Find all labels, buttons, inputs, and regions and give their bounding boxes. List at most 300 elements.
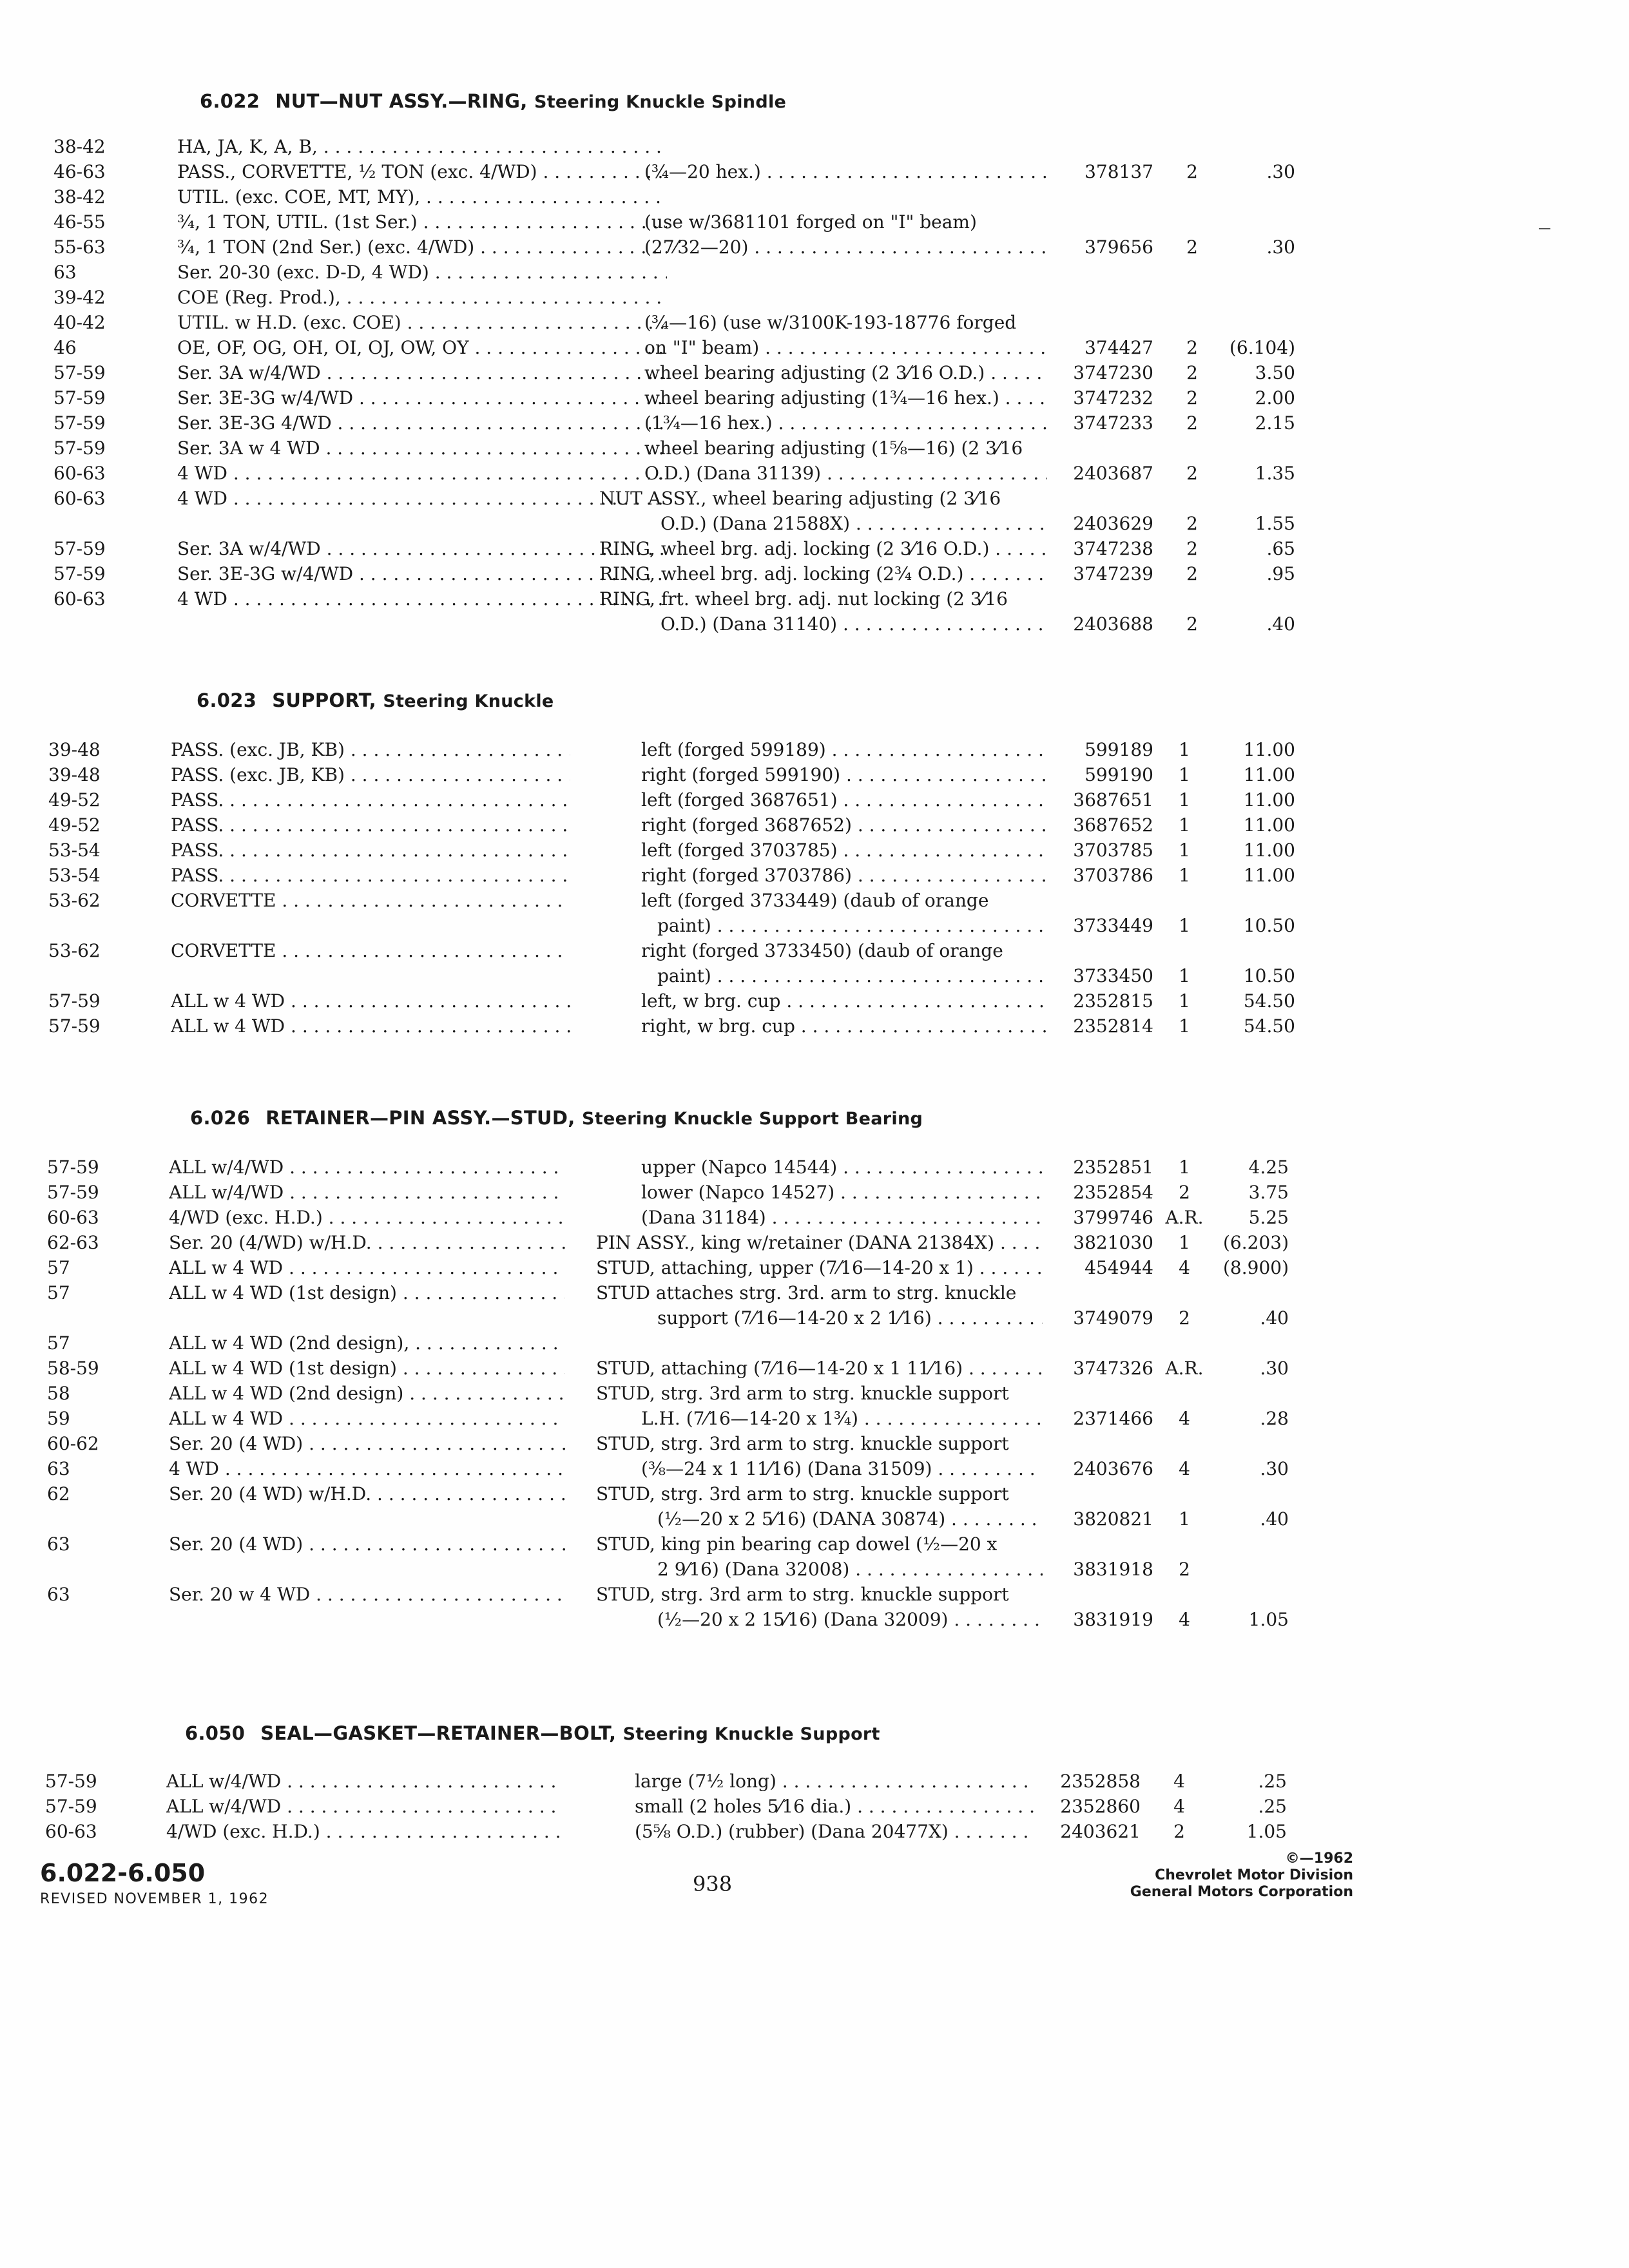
row-part-number: 3687651 (1073, 789, 1153, 811)
row-years: 53-62 (48, 940, 101, 961)
row-price: 10.50 (1243, 915, 1295, 936)
row-years: 57 (47, 1257, 70, 1278)
table-row (0, 285, 1629, 310)
row-quantity: 1 (1179, 915, 1190, 936)
row-price: 2.00 (1255, 387, 1295, 408)
row-description: lower (Napco 14527) . . . (641, 1180, 1043, 1205)
row-price: 54.50 (1243, 990, 1295, 1012)
row-price: .30 (1266, 161, 1295, 182)
row-quantity: 1 (1179, 840, 1190, 861)
row-description: large (7½ long) . . . (635, 1769, 1034, 1794)
table-row (0, 1180, 1629, 1205)
row-application: ¾, 1 TON (2nd Ser.) (exc. 4/WD) . . . (177, 235, 667, 260)
table-row (0, 1305, 1629, 1331)
row-price: .30 (1260, 1358, 1289, 1379)
table-row (0, 1381, 1629, 1406)
row-years: 60-63 (53, 463, 106, 484)
row-years: 53-54 (48, 865, 101, 886)
row-years: 55-63 (53, 236, 106, 258)
row-application: UTIL. (exc. COE, MT, MY), . . . (177, 184, 667, 209)
row-description: left, w brg. cup . . . (641, 988, 1047, 1014)
row-price: .65 (1266, 538, 1295, 559)
table-row (0, 988, 1629, 1014)
row-application: PASS. (exc. JB, KB) . . . (171, 737, 570, 762)
row-quantity: 2 (1179, 1559, 1190, 1580)
table-row (0, 260, 1629, 285)
table-row (0, 888, 1629, 913)
row-application: UTIL. w H.D. (exc. COE) . . . (177, 310, 667, 335)
row-years: 57-59 (53, 387, 106, 408)
row-description: right, w brg. cup . . . (641, 1014, 1047, 1039)
row-quantity: 1 (1179, 764, 1190, 785)
row-application: PASS. (exc. JB, KB) . . . (171, 762, 570, 787)
row-years: 38-42 (53, 186, 106, 207)
row-application: ALL w/4/WD . . . (169, 1155, 565, 1180)
table-row (0, 536, 1629, 561)
row-years: 53-54 (48, 840, 101, 861)
row-quantity: 1 (1179, 1232, 1190, 1253)
row-price: .95 (1266, 563, 1295, 584)
table-row (0, 1255, 1629, 1280)
row-application: Ser. 20 (4/WD) w/H.D. . . . (169, 1230, 565, 1255)
table-row (0, 812, 1629, 838)
table-row (0, 938, 1629, 963)
table-row (0, 134, 1629, 159)
row-description: STUD, attaching (7⁄16—14-20 x 1 11⁄16) . . . (596, 1356, 1043, 1381)
row-years: 49-52 (48, 789, 101, 811)
section-title: SUPPORT, (272, 689, 376, 711)
parts-table (0, 134, 1629, 637)
row-part-number: 2403621 (1060, 1821, 1141, 1842)
row-price: 1.05 (1248, 1609, 1289, 1630)
row-part-number: 3821030 (1073, 1232, 1153, 1253)
row-quantity: 2 (1186, 337, 1198, 358)
row-part-number: 3747230 (1073, 362, 1153, 383)
row-application: Ser. 3E-3G w/4/WD . . . (177, 385, 667, 410)
table-row (0, 1769, 1629, 1794)
row-part-number: 374427 (1084, 337, 1153, 358)
row-years: 39-48 (48, 739, 101, 760)
section-code: 6.023 (197, 689, 257, 711)
row-part-number: 3749079 (1073, 1307, 1153, 1329)
parts-table (0, 737, 1629, 1039)
row-description: (27⁄32—20) . . . (644, 235, 1047, 260)
row-application: ALL w 4 WD . . . (169, 1406, 565, 1431)
row-application: 4 WD . . . (177, 461, 667, 486)
row-years: 59 (47, 1408, 70, 1429)
row-part-number: 2403676 (1073, 1458, 1153, 1479)
row-description: (5⅝ O.D.) (rubber) (Dana 20477X) . . . (635, 1819, 1034, 1844)
row-years: 60-63 (45, 1821, 97, 1842)
row-quantity: 4 (1179, 1458, 1190, 1479)
row-description: (½—20 x 2 15⁄16) (Dana 32009) . . . (657, 1607, 1043, 1632)
footer-publisher (1130, 1850, 1353, 1901)
row-application: PASS. . . . (171, 863, 570, 888)
section-subtitle: Steering Knuckle Support Bearing (582, 1109, 923, 1129)
row-description: STUD, strg. 3rd arm to strg. knuckle support (596, 1383, 1009, 1404)
row-price: 5.25 (1248, 1207, 1289, 1228)
row-description: right (forged 3703786) . . . (641, 863, 1047, 888)
row-price: 11.00 (1243, 789, 1295, 811)
section-heading (197, 689, 554, 711)
row-quantity: 2 (1186, 362, 1198, 383)
row-application: ALL w/4/WD . . . (169, 1180, 565, 1205)
table-row (0, 1794, 1629, 1819)
row-price: 2.15 (1255, 412, 1295, 434)
footer-division: Chevrolet Motor Division (1155, 1867, 1353, 1883)
row-application: ALL w 4 WD (1st design) . . . (169, 1280, 565, 1305)
section-code: 6.050 (185, 1722, 246, 1744)
row-quantity: 2 (1179, 1307, 1190, 1329)
table-row (0, 1230, 1629, 1255)
row-years: 62-63 (47, 1232, 99, 1253)
row-part-number: 3831919 (1073, 1609, 1153, 1630)
section-title: NUT—NUT ASSY.—RING, (275, 90, 528, 112)
row-application: Ser. 20 (4 WD) w/H.D. . . . (169, 1481, 565, 1506)
row-part-number: 3747233 (1073, 412, 1153, 434)
row-quantity: 2 (1186, 538, 1198, 559)
table-row (0, 863, 1629, 888)
table-row (0, 159, 1629, 184)
row-description: left (forged 3733449) (daub of orange (641, 890, 989, 911)
row-price: .28 (1260, 1408, 1289, 1429)
row-quantity: 4 (1173, 1796, 1185, 1817)
table-row (0, 385, 1629, 410)
row-quantity: A.R. (1165, 1358, 1204, 1379)
table-row (0, 1557, 1629, 1582)
row-application: Ser. 3A w/4/WD . . . (177, 360, 667, 385)
row-quantity: 1 (1179, 789, 1190, 811)
row-years: 58 (47, 1383, 70, 1404)
row-price: 3.75 (1248, 1182, 1289, 1203)
parts-table (0, 1769, 1629, 1844)
section-heading (185, 1722, 880, 1744)
table-row (0, 561, 1629, 586)
table-row (0, 1582, 1629, 1607)
row-years: 46-63 (53, 161, 106, 182)
row-description: (use w/3681101 forged on "I" beam) (644, 211, 977, 233)
table-row (0, 963, 1629, 988)
row-price: (8.900) (1222, 1257, 1289, 1278)
table-row (0, 787, 1629, 812)
row-part-number: 3831918 (1073, 1559, 1153, 1580)
row-part-number: 2352854 (1073, 1182, 1153, 1203)
row-price: 11.00 (1243, 764, 1295, 785)
table-row (0, 1456, 1629, 1481)
row-years: 53-62 (48, 890, 101, 911)
row-description: (¾—16) (use w/3100K-193-18776 forged (644, 312, 1017, 333)
row-description: STUD, attaching, upper (7⁄16—14-20 x 1) . . . (596, 1255, 1043, 1280)
row-application: 4/WD (exc. H.D.) . . . (169, 1205, 565, 1230)
row-application: OE, OF, OG, OH, OI, OJ, OW, OY . . . (177, 335, 667, 360)
table-row (0, 611, 1629, 637)
row-price: 1.55 (1255, 513, 1295, 534)
row-part-number: 2371466 (1073, 1408, 1153, 1429)
row-description: (¾—20 hex.) . . . (644, 159, 1047, 184)
row-application: ALL w 4 WD . . . (171, 1014, 570, 1039)
row-application: CORVETTE . . . (171, 888, 570, 913)
row-application: Ser. 3E-3G 4/WD . . . (177, 410, 667, 436)
row-price: .25 (1258, 1796, 1287, 1817)
row-part-number: 3703785 (1073, 840, 1153, 861)
row-description: right (forged 599190) . . . (641, 762, 1047, 787)
row-years: 57 (47, 1282, 70, 1303)
section-heading (190, 1107, 923, 1129)
table-row (0, 184, 1629, 209)
row-part-number: 3799746 (1073, 1207, 1153, 1228)
row-price: .40 (1260, 1508, 1289, 1530)
row-description: O.D.) (Dana 31139) . . . (644, 461, 1047, 486)
table-row (0, 737, 1629, 762)
row-quantity: 2 (1186, 513, 1198, 534)
row-part-number: 2403629 (1073, 513, 1153, 534)
row-description: wheel bearing adjusting (1⅝—16) (2 3⁄16 (644, 437, 1023, 459)
table-row (0, 1331, 1629, 1356)
row-part-number: 2403688 (1073, 613, 1153, 635)
row-price: 11.00 (1243, 865, 1295, 886)
row-years: 57-59 (48, 990, 101, 1012)
row-application: Ser. 20-30 (exc. D-D, 4 WD) . . . (177, 260, 667, 285)
row-years: 58-59 (47, 1358, 99, 1379)
row-years: 57-59 (53, 412, 106, 434)
table-row (0, 235, 1629, 260)
row-application: ALL w/4/WD . . . (166, 1794, 559, 1819)
row-part-number: 3703786 (1073, 865, 1153, 886)
row-years: 57-59 (47, 1157, 99, 1178)
row-application: Ser. 3A w/4/WD . . . (177, 536, 667, 561)
footer-copyright: ©—1962 (1285, 1850, 1353, 1867)
section-subtitle: Steering Knuckle Spindle (534, 92, 787, 112)
row-price: 1.05 (1246, 1821, 1287, 1842)
row-years: 39-42 (53, 287, 106, 308)
row-part-number: 3747238 (1073, 538, 1153, 559)
row-description: left (forged 599189) . . . (641, 737, 1047, 762)
row-quantity: 4 (1173, 1771, 1185, 1792)
section-title: RETAINER—PIN ASSY.—STUD, (265, 1107, 575, 1129)
row-application: Ser. 20 (4 WD) . . . (169, 1532, 565, 1557)
table-row (0, 436, 1629, 461)
page-number: 938 (693, 1872, 733, 1896)
row-years: 57-59 (48, 1015, 101, 1037)
row-price: .30 (1266, 236, 1295, 258)
row-years: 57-59 (53, 563, 106, 584)
row-application: PASS. . . . (171, 787, 570, 812)
row-quantity: 1 (1179, 965, 1190, 986)
row-application: CORVETTE . . . (171, 938, 570, 963)
row-quantity: A.R. (1165, 1207, 1204, 1228)
row-description: on "I" beam) . . . (644, 335, 1047, 360)
table-row (0, 1406, 1629, 1431)
row-description: small (2 holes 5⁄16 dia.) . . . (635, 1794, 1034, 1819)
row-part-number: 599190 (1084, 764, 1153, 785)
row-description: support (7⁄16—14-20 x 2 1⁄16) . . . (657, 1305, 1043, 1331)
row-price: 11.00 (1243, 840, 1295, 861)
row-description: paint) . . . (657, 963, 1047, 988)
row-years: 60-62 (47, 1433, 99, 1454)
table-row (0, 838, 1629, 863)
row-description: STUD, strg. 3rd arm to strg. knuckle support (596, 1584, 1009, 1605)
row-quantity: 2 (1186, 563, 1198, 584)
row-quantity: 1 (1179, 814, 1190, 836)
row-application: Ser. 20 w 4 WD . . . (169, 1582, 565, 1607)
row-quantity: 1 (1179, 1015, 1190, 1037)
row-application: Ser. 20 (4 WD) . . . (169, 1431, 565, 1456)
row-years: 57 (47, 1332, 70, 1354)
table-row (0, 1506, 1629, 1532)
row-years: 63 (47, 1533, 70, 1555)
row-application: 4 WD . . . (169, 1456, 565, 1481)
row-price: 4.25 (1248, 1157, 1289, 1178)
row-part-number: 3747326 (1073, 1358, 1153, 1379)
row-description: RING, frt. wheel brg. adj. nut locking (2 3⁄16 (599, 588, 1008, 610)
row-quantity: 1 (1179, 990, 1190, 1012)
section-subtitle: Steering Knuckle (383, 691, 554, 711)
row-years: 57-59 (53, 437, 106, 459)
row-part-number: 3733450 (1073, 965, 1153, 986)
table-row (0, 1607, 1629, 1632)
section-title: SEAL—GASKET—RETAINER—BOLT, (260, 1722, 617, 1744)
row-quantity: 4 (1179, 1609, 1190, 1630)
table-row (0, 913, 1629, 938)
row-description: (1¾—16 hex.) . . . (644, 410, 1047, 436)
row-years: 57-59 (45, 1796, 97, 1817)
row-price: .30 (1260, 1458, 1289, 1479)
row-years: 46-55 (53, 211, 106, 233)
row-application: ALL w 4 WD . . . (171, 988, 570, 1014)
row-years: 40-42 (53, 312, 106, 333)
row-description: O.D.) (Dana 21588X) . . . (660, 511, 1047, 536)
row-description: NUT ASSY., wheel bearing adjusting (2 3⁄16 (599, 488, 1001, 509)
row-part-number: 3733449 (1073, 915, 1153, 936)
table-row (0, 1155, 1629, 1180)
section-heading (200, 90, 786, 112)
table-row (0, 1431, 1629, 1456)
row-description: right (forged 3687652) . . . (641, 812, 1047, 838)
row-part-number: 454944 (1084, 1257, 1153, 1278)
row-description: left (forged 3687651) . . . (641, 787, 1047, 812)
row-application: 4 WD . . . (177, 486, 667, 511)
row-years: 38-42 (53, 136, 106, 157)
row-description: RING, wheel brg. adj. locking (2¾ O.D.) . . . (599, 561, 1047, 586)
table-row (0, 461, 1629, 486)
row-years: 57-59 (53, 538, 106, 559)
row-quantity: 4 (1179, 1408, 1190, 1429)
row-application: ALL w 4 WD (2nd design), . . . (169, 1331, 565, 1356)
table-row (0, 586, 1629, 611)
row-description: wheel bearing adjusting (2 3⁄16 O.D.) . . . (644, 360, 1047, 385)
row-part-number: 3820821 (1073, 1508, 1153, 1530)
section-code: 6.022 (200, 90, 260, 112)
row-description: paint) . . . (657, 913, 1047, 938)
table-row (0, 1481, 1629, 1506)
row-years: 57-59 (45, 1771, 97, 1792)
row-part-number: 2352860 (1060, 1796, 1141, 1817)
row-description: 2 9⁄16) (Dana 32008) . . . (657, 1557, 1043, 1582)
row-quantity: 2 (1179, 1182, 1190, 1203)
row-quantity: 2 (1186, 387, 1198, 408)
row-description: (⅜—24 x 1 11⁄16) (Dana 31509) . . . (641, 1456, 1043, 1481)
row-part-number: 2352814 (1073, 1015, 1153, 1037)
row-quantity: 2 (1186, 463, 1198, 484)
row-price: .25 (1258, 1771, 1287, 1792)
row-quantity: 1 (1179, 1157, 1190, 1178)
row-price: .40 (1266, 613, 1295, 635)
table-row (0, 1280, 1629, 1305)
table-row (0, 1205, 1629, 1230)
table-row (0, 486, 1629, 511)
row-part-number: 378137 (1084, 161, 1153, 182)
row-description: left (forged 3703785) . . . (641, 838, 1047, 863)
row-quantity: 1 (1179, 1508, 1190, 1530)
row-quantity: 1 (1179, 739, 1190, 760)
row-years: 49-52 (48, 814, 101, 836)
row-application: PASS. . . . (171, 812, 570, 838)
row-application: 4 WD . . . (177, 586, 667, 611)
row-description: STUD, strg. 3rd arm to strg. knuckle support (596, 1433, 1009, 1454)
row-years: 46 (53, 337, 77, 358)
row-part-number: 3687652 (1073, 814, 1153, 836)
section-subtitle: Steering Knuckle Support (622, 1724, 880, 1744)
row-quantity: 2 (1186, 161, 1198, 182)
row-part-number: 3747239 (1073, 563, 1153, 584)
table-row (0, 335, 1629, 360)
row-application: ALL w 4 WD (2nd design) . . . (169, 1381, 565, 1406)
row-quantity: 2 (1186, 236, 1198, 258)
row-years: 60-63 (53, 488, 106, 509)
row-part-number: 379656 (1084, 236, 1153, 258)
row-application: HA, JA, K, A, B, . . . (177, 134, 667, 159)
row-years: 62 (47, 1483, 70, 1504)
row-description: STUD, strg. 3rd arm to strg. knuckle support (596, 1483, 1009, 1504)
table-row (0, 360, 1629, 385)
row-description: (Dana 31184) . . . (641, 1205, 1043, 1230)
footer-revised-date: REVISED NOVEMBER 1, 1962 (40, 1891, 269, 1907)
row-description: wheel bearing adjusting (1¾—16 hex.) . . . (644, 385, 1047, 410)
row-price: 1.35 (1255, 463, 1295, 484)
row-price: 10.50 (1243, 965, 1295, 986)
footer-corporation: General Motors Corporation (1130, 1884, 1353, 1900)
row-price: 11.00 (1243, 739, 1295, 760)
row-application: 4/WD (exc. H.D.) . . . (166, 1819, 559, 1844)
row-part-number: 2403687 (1073, 463, 1153, 484)
row-part-number: 2352815 (1073, 990, 1153, 1012)
row-description: RING, wheel brg. adj. locking (2 3⁄16 O.D.) . . . (599, 536, 1047, 561)
table-row (0, 410, 1629, 436)
row-years: 39-48 (48, 764, 101, 785)
row-application: PASS. . . . (171, 838, 570, 863)
table-row (0, 511, 1629, 536)
row-price: 11.00 (1243, 814, 1295, 836)
row-years: 63 (47, 1458, 70, 1479)
row-description: L.H. (7⁄16—14-20 x 1¾) . . . (641, 1406, 1043, 1431)
row-years: 57-59 (47, 1182, 99, 1203)
table-row (0, 310, 1629, 335)
row-part-number: 3747232 (1073, 387, 1153, 408)
row-years: 60-63 (47, 1207, 99, 1228)
table-row (0, 209, 1629, 235)
row-application: ALL w 4 WD . . . (169, 1255, 565, 1280)
row-price: (6.104) (1229, 337, 1295, 358)
row-price: 3.50 (1255, 362, 1295, 383)
row-part-number: 2352851 (1073, 1157, 1153, 1178)
row-description: PIN ASSY., king w/retainer (DANA 21384X) . . . (596, 1230, 1043, 1255)
table-row (0, 1819, 1629, 1844)
row-application: Ser. 3A w 4 WD . . . (177, 436, 667, 461)
row-application: ¾, 1 TON, UTIL. (1st Ser.) . . . (177, 209, 667, 235)
row-quantity: 2 (1186, 412, 1198, 434)
table-row (0, 1356, 1629, 1381)
row-application: Ser. 3E-3G w/4/WD . . . (177, 561, 667, 586)
